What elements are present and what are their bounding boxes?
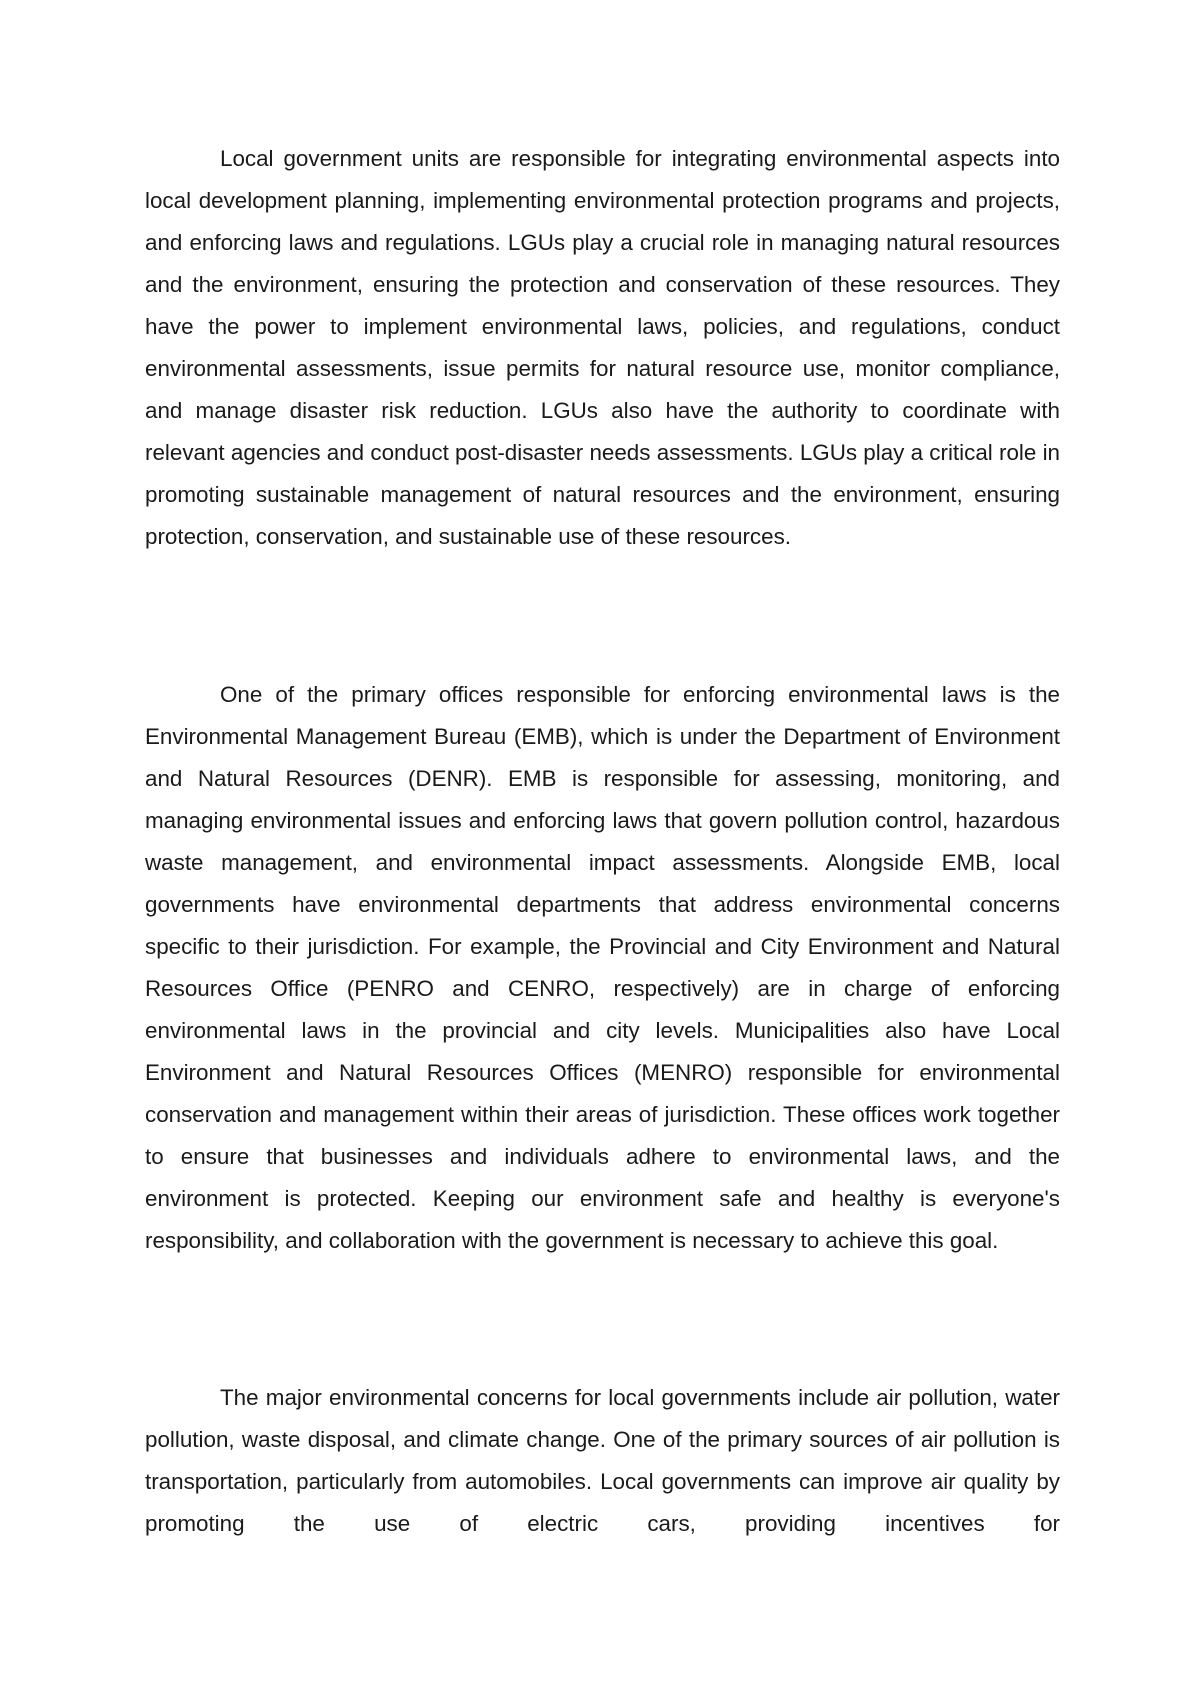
paragraph-enforcement-offices: One of the primary offices responsible for enforcing environmental laws is the Environmental Management Bureau (EMB), which is under the Department of Environment and Natural Resources (DENR). EMB is responsible for assessing, monitoring, and managing environmental issues and enforcing laws that govern pollution control, hazardous waste management, and environmental impact assessments. Alongside EMB, local governments have environmental departments that address environmental concerns specific to their jurisdiction. For example, the Provincial and City Environment and Natural Resources Office (PENRO and CENRO, respectively) are in charge of enforcing environmental laws in the provincial and city levels. Municipalities also have Local Environment and Natural Resources Offices (MENRO) responsible for environmental conservation and management within their areas of jurisdiction. These offices work together to ensure that businesses and individuals adhere to environmental laws, and the environment is protected. Keeping our environment safe and healthy is everyone's responsibility, and collaboration with the government is necessary to achieve this goal. — [145, 682, 1060, 1253]
paragraph-lgu-responsibilities: Local government units are responsible for integrating environmental aspects into local development planning, implementing environmental protection programs and projects, and enforcing laws and regulations. LGUs play a crucial role in managing natural resources and the environment, ensuring the protection and conservation of these resources. They have the power to implement environmental laws, policies, and regulations, conduct environmental assessments, issue permits for natural resource use, monitor compliance, and manage disaster risk reduction. LGUs also have the authority to coordinate with relevant agencies and conduct post-disaster needs assessments. LGUs play a critical role in promoting sustainable management of natural resources and the environment, ensuring protection, conservation, and sustainable use of these resources. — [145, 146, 1060, 549]
paragraph-environmental-concerns: The major environmental concerns for local governments include air pollution, water pollution, waste disposal, and climate change. One of the primary sources of air pollution is transportation, particularly from automobiles. Local governments can improve air quality by promoting the use of electric cars, providing incentives for — [145, 1385, 1060, 1536]
